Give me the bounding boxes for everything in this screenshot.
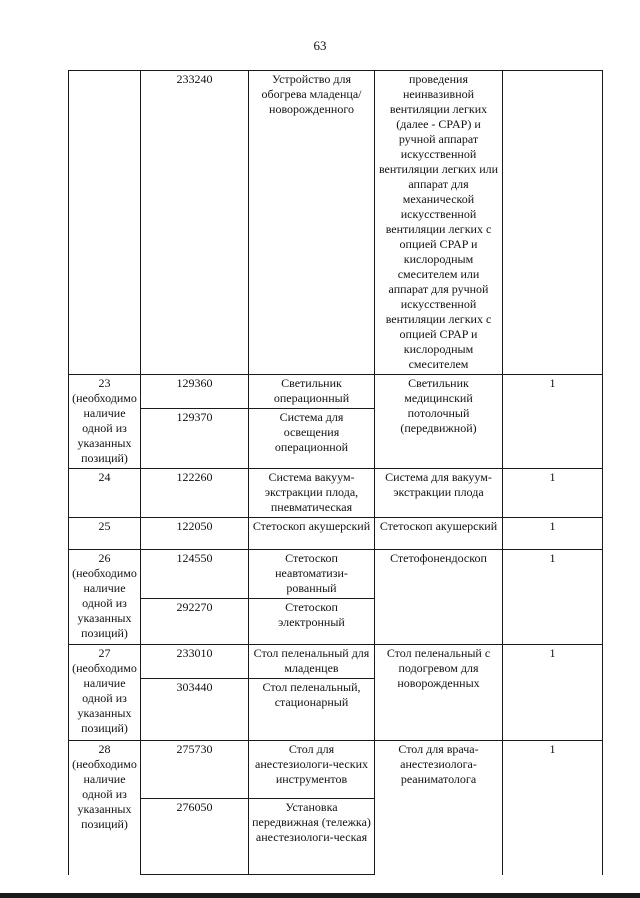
code-cell: 122050 bbox=[141, 518, 249, 550]
row-number-cell: 28 (необходимо наличие одной из указанных позиций) bbox=[69, 741, 141, 875]
table-row bbox=[69, 550, 603, 599]
name-cell: Светильник операционный bbox=[249, 375, 375, 409]
row-number-cell: 23 (необходимо наличие одной из указанных позиций) bbox=[69, 375, 141, 469]
quantity-cell: 1 bbox=[503, 741, 603, 875]
code-cell: 129370 bbox=[141, 409, 249, 469]
description-cell: Стол для врача-анестезиолога-реаниматолога bbox=[375, 741, 503, 875]
page-number: 63 bbox=[313, 38, 327, 53]
name-cell: Стетоскоп электронный bbox=[249, 599, 375, 645]
name-cell: Стол для анестезиологи-ческих инструментов bbox=[249, 741, 375, 799]
description-cell: Стетофонендоскоп bbox=[375, 550, 503, 645]
description-cell: Стетоскоп акушерский bbox=[375, 518, 503, 550]
code-cell: 275730 bbox=[141, 741, 249, 799]
description-cell: Стол пеленальный с подогревом для новорожденных bbox=[375, 645, 503, 741]
code-cell: 122260 bbox=[141, 469, 249, 518]
code-cell: 124550 bbox=[141, 550, 249, 599]
table-row bbox=[69, 71, 603, 375]
name-cell: Устройство для обогрева младенца/ новорожденного bbox=[249, 71, 375, 375]
quantity-cell: 1 bbox=[503, 550, 603, 645]
quantity-cell: 1 bbox=[503, 469, 603, 518]
row-number-cell: 26 (необходимо наличие одной из указанных позиций) bbox=[69, 550, 141, 645]
name-cell: Стол пеленальный для младенцев bbox=[249, 645, 375, 679]
name-cell: Стетоскоп акушерский bbox=[249, 518, 375, 550]
quantity-cell: 1 bbox=[503, 518, 603, 550]
name-cell: Система вакуум-экстракции плода, пневматическая bbox=[249, 469, 375, 518]
equipment-table bbox=[68, 70, 603, 875]
quantity-cell: 1 bbox=[503, 375, 603, 469]
quantity-cell bbox=[503, 71, 603, 375]
code-cell: 129360 bbox=[141, 375, 249, 409]
row-number-cell bbox=[69, 71, 141, 375]
table-row bbox=[69, 645, 603, 679]
row-number-cell: 25 bbox=[69, 518, 141, 550]
description-cell: проведения неинвазивной вентиляции легких (далее - CPAP) и ручной аппарат искусственной вентиляции легких или аппарат для механической искусственной вентиляции легких с опцией CPAP и кислородным смесителем или аппарат для ручной искусственной вентиляции легких с опцией CPAP и кислородным смесителем bbox=[375, 71, 503, 375]
description-cell: Система для вакуум-экстракции плода bbox=[375, 469, 503, 518]
name-cell: Стол пеленальный, стационарный bbox=[249, 679, 375, 741]
name-cell: Стетоскоп неавтоматизи-рованный bbox=[249, 550, 375, 599]
code-cell: 233240 bbox=[141, 71, 249, 375]
row-number-cell: 24 bbox=[69, 469, 141, 518]
code-cell: 233010 bbox=[141, 645, 249, 679]
description-cell: Светильник медицинский потолочный (передвижной) bbox=[375, 375, 503, 469]
table-row bbox=[69, 469, 603, 518]
code-cell: 303440 bbox=[141, 679, 249, 741]
name-cell: Установка передвижная (тележка) анестезиологи-ческая bbox=[249, 799, 375, 875]
code-cell: 292270 bbox=[141, 599, 249, 645]
row-number-cell: 27 (необходимо наличие одной из указанных позиций) bbox=[69, 645, 141, 741]
table-row bbox=[69, 375, 603, 409]
table-row bbox=[69, 518, 603, 550]
quantity-cell: 1 bbox=[503, 645, 603, 741]
name-cell: Система для освещения операционной bbox=[249, 409, 375, 469]
table-row bbox=[69, 741, 603, 799]
code-cell: 276050 bbox=[141, 799, 249, 875]
scan-edge bbox=[0, 893, 640, 898]
